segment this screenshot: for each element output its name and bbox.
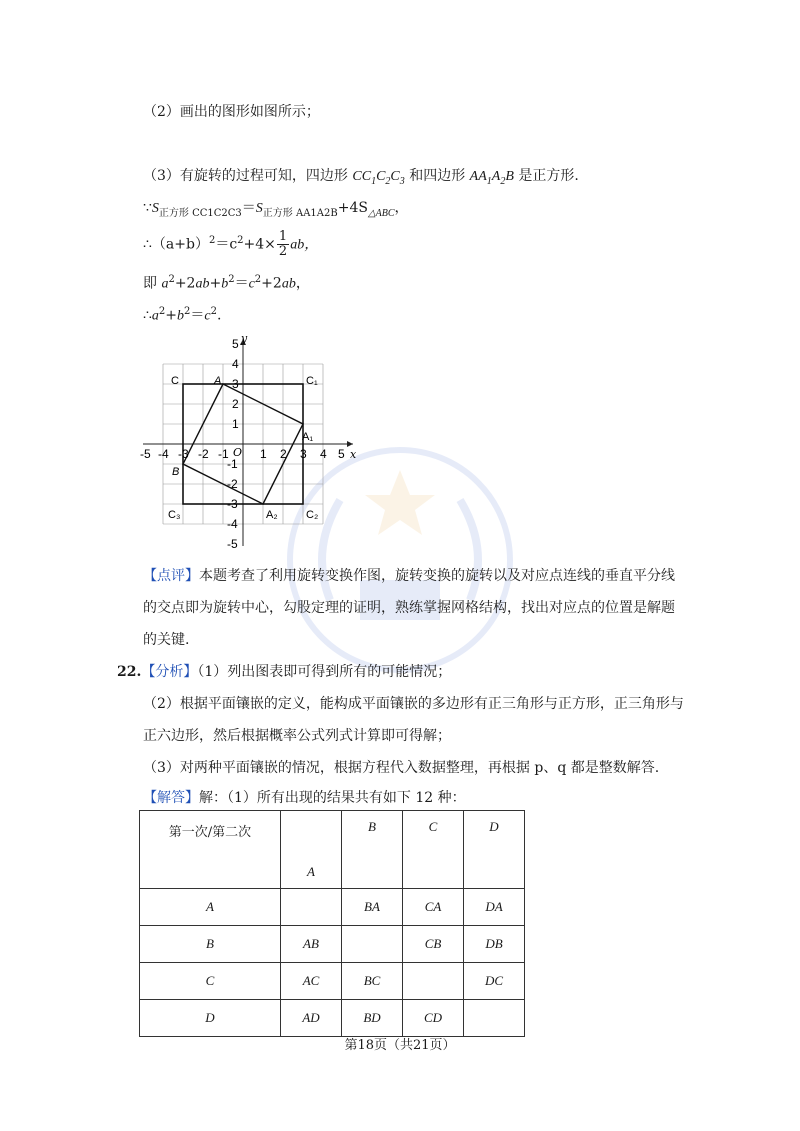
table-header-cell: A <box>281 811 342 889</box>
x-tick: 4 <box>320 447 327 461</box>
table-cell: D <box>140 1000 281 1037</box>
x-tick: -3 <box>178 447 189 461</box>
x-tick: -2 <box>198 447 209 461</box>
x-tick: 5 <box>338 447 345 461</box>
point-C2: C₂ <box>306 509 319 521</box>
coordinate-figure <box>138 334 368 556</box>
y-tick: 2 <box>232 397 239 411</box>
y-tick: -4 <box>227 517 238 531</box>
table-row <box>140 926 525 963</box>
table-header-cell: B <box>342 811 403 889</box>
x-tick: -4 <box>158 447 169 461</box>
table-cell <box>281 889 342 926</box>
table-cell: AB <box>281 926 342 963</box>
comment-line-2: 的交点即为旋转中心，勾股定理的证明，熟练掌握网格结构，找出对应点的位置是解题 <box>143 600 675 616</box>
table-cell: C <box>140 963 281 1000</box>
q22-answer: 【解答】解：（1）所有出现的结果共有如下 12 种： <box>143 790 466 806</box>
part3-intro: （3）有旋转的过程可知，四边形 <box>143 168 348 184</box>
table-cell: DC <box>464 963 525 1000</box>
origin-label: O <box>233 446 243 459</box>
point-B: B <box>172 466 180 478</box>
point-A: A <box>214 375 222 387</box>
table-cell: A <box>140 889 281 926</box>
analysis-tag: 【分析】 <box>141 664 198 680</box>
q22-analysis-2: （2）根据平面镶嵌的定义，能构成平面镶嵌的多边形有正三角形与正方形，正三角形与 <box>143 696 684 712</box>
comment-line-3: 的关键. <box>143 632 190 648</box>
q22-analysis-3: （3）对两种平面镶嵌的情况，根据方程代入数据整理，再根据 p、q 都是整数解答. <box>143 760 660 776</box>
table-cell: CD <box>403 1000 464 1037</box>
equation-4: $\therefore a^2+b^2=c^2$. <box>143 306 222 324</box>
answer-tag: 【解答】 <box>143 790 199 806</box>
quad2-label: $AA_1A_2B$ <box>469 169 514 187</box>
y-tick: 4 <box>232 357 239 371</box>
table-row <box>140 1000 525 1037</box>
table-header-row <box>140 811 525 889</box>
results-table <box>139 810 525 1037</box>
table-row <box>140 963 525 1000</box>
table-cell: B <box>140 926 281 963</box>
table-cell: CB <box>403 926 464 963</box>
table-cell <box>342 926 403 963</box>
table-cell: BC <box>342 963 403 1000</box>
table-cell: BA <box>342 889 403 926</box>
part2-text: （2）画出的图形如图所示； <box>143 104 320 120</box>
point-C1: C₁ <box>306 375 318 387</box>
question-number: 22. <box>117 664 142 680</box>
y-tick: 5 <box>232 337 239 351</box>
quad1-label: $CC_1C_2C_3$ <box>352 169 405 187</box>
table-cell: DA <box>464 889 525 926</box>
equation-2: $\therefore(a+b)^2=c^2+4\times$ $\frac{1}{2}$ ab， <box>143 229 319 259</box>
x-tick: -5 <box>140 447 151 461</box>
y-tick: -3 <box>227 497 238 511</box>
comment-line-1: 【点评】本题考查了利用旋转变换作图，旋转变换的旋转以及对应点连线的垂直平分线 <box>143 568 675 584</box>
table-header-cell: D <box>464 811 525 889</box>
y-tick: -1 <box>227 457 238 471</box>
part3-text <box>143 166 579 192</box>
point-C3: C₃ <box>168 509 181 521</box>
x-tick: 3 <box>300 447 307 461</box>
point-A2: A₂ <box>266 509 278 521</box>
x-tick: 1 <box>260 447 267 461</box>
fraction-half: $\frac{1}{2}$ <box>278 229 288 259</box>
axis-x-label: x <box>350 448 357 461</box>
page-footer: 第18页（共21页） <box>344 1038 456 1053</box>
comment-tag: 【点评】 <box>143 568 199 584</box>
axis-y-label: y <box>241 334 248 345</box>
table-cell: AC <box>281 963 342 1000</box>
part3-tail: 是正方形. <box>518 168 579 184</box>
table-header-cell: C <box>403 811 464 889</box>
point-A1: A₁ <box>302 431 314 443</box>
x-tick: 2 <box>280 447 287 461</box>
table-cell: CA <box>403 889 464 926</box>
table-cell <box>464 1000 525 1037</box>
table-corner: 第一次/第二次 <box>140 811 281 889</box>
point-C: C <box>171 375 179 387</box>
table-cell: BD <box>342 1000 403 1037</box>
x-tick: -1 <box>218 447 229 461</box>
y-tick: -2 <box>227 477 238 491</box>
equation-3: 即 $a^2+2ab+b^2=c^2+2ab$， <box>143 274 310 292</box>
table-row <box>140 889 525 926</box>
q22-analysis: 22.【分析】（1）列出图表即可得到所有的可能情况； <box>117 664 452 680</box>
equation-1: $\because S_{正方形 CC1C2C3}=S_{正方形 AA1A2B}+4S_{\triangle ABC}$， <box>143 200 409 219</box>
y-tick: -5 <box>227 537 238 551</box>
y-tick: 1 <box>232 417 239 431</box>
table-cell <box>403 963 464 1000</box>
q22-analysis-2b: 正六边形，然后根据概率公式列式计算即可得解； <box>143 728 451 744</box>
table-cell: DB <box>464 926 525 963</box>
table-cell: AD <box>281 1000 342 1037</box>
y-tick: 3 <box>232 377 239 391</box>
part3-and: 和四边形 <box>409 168 466 184</box>
